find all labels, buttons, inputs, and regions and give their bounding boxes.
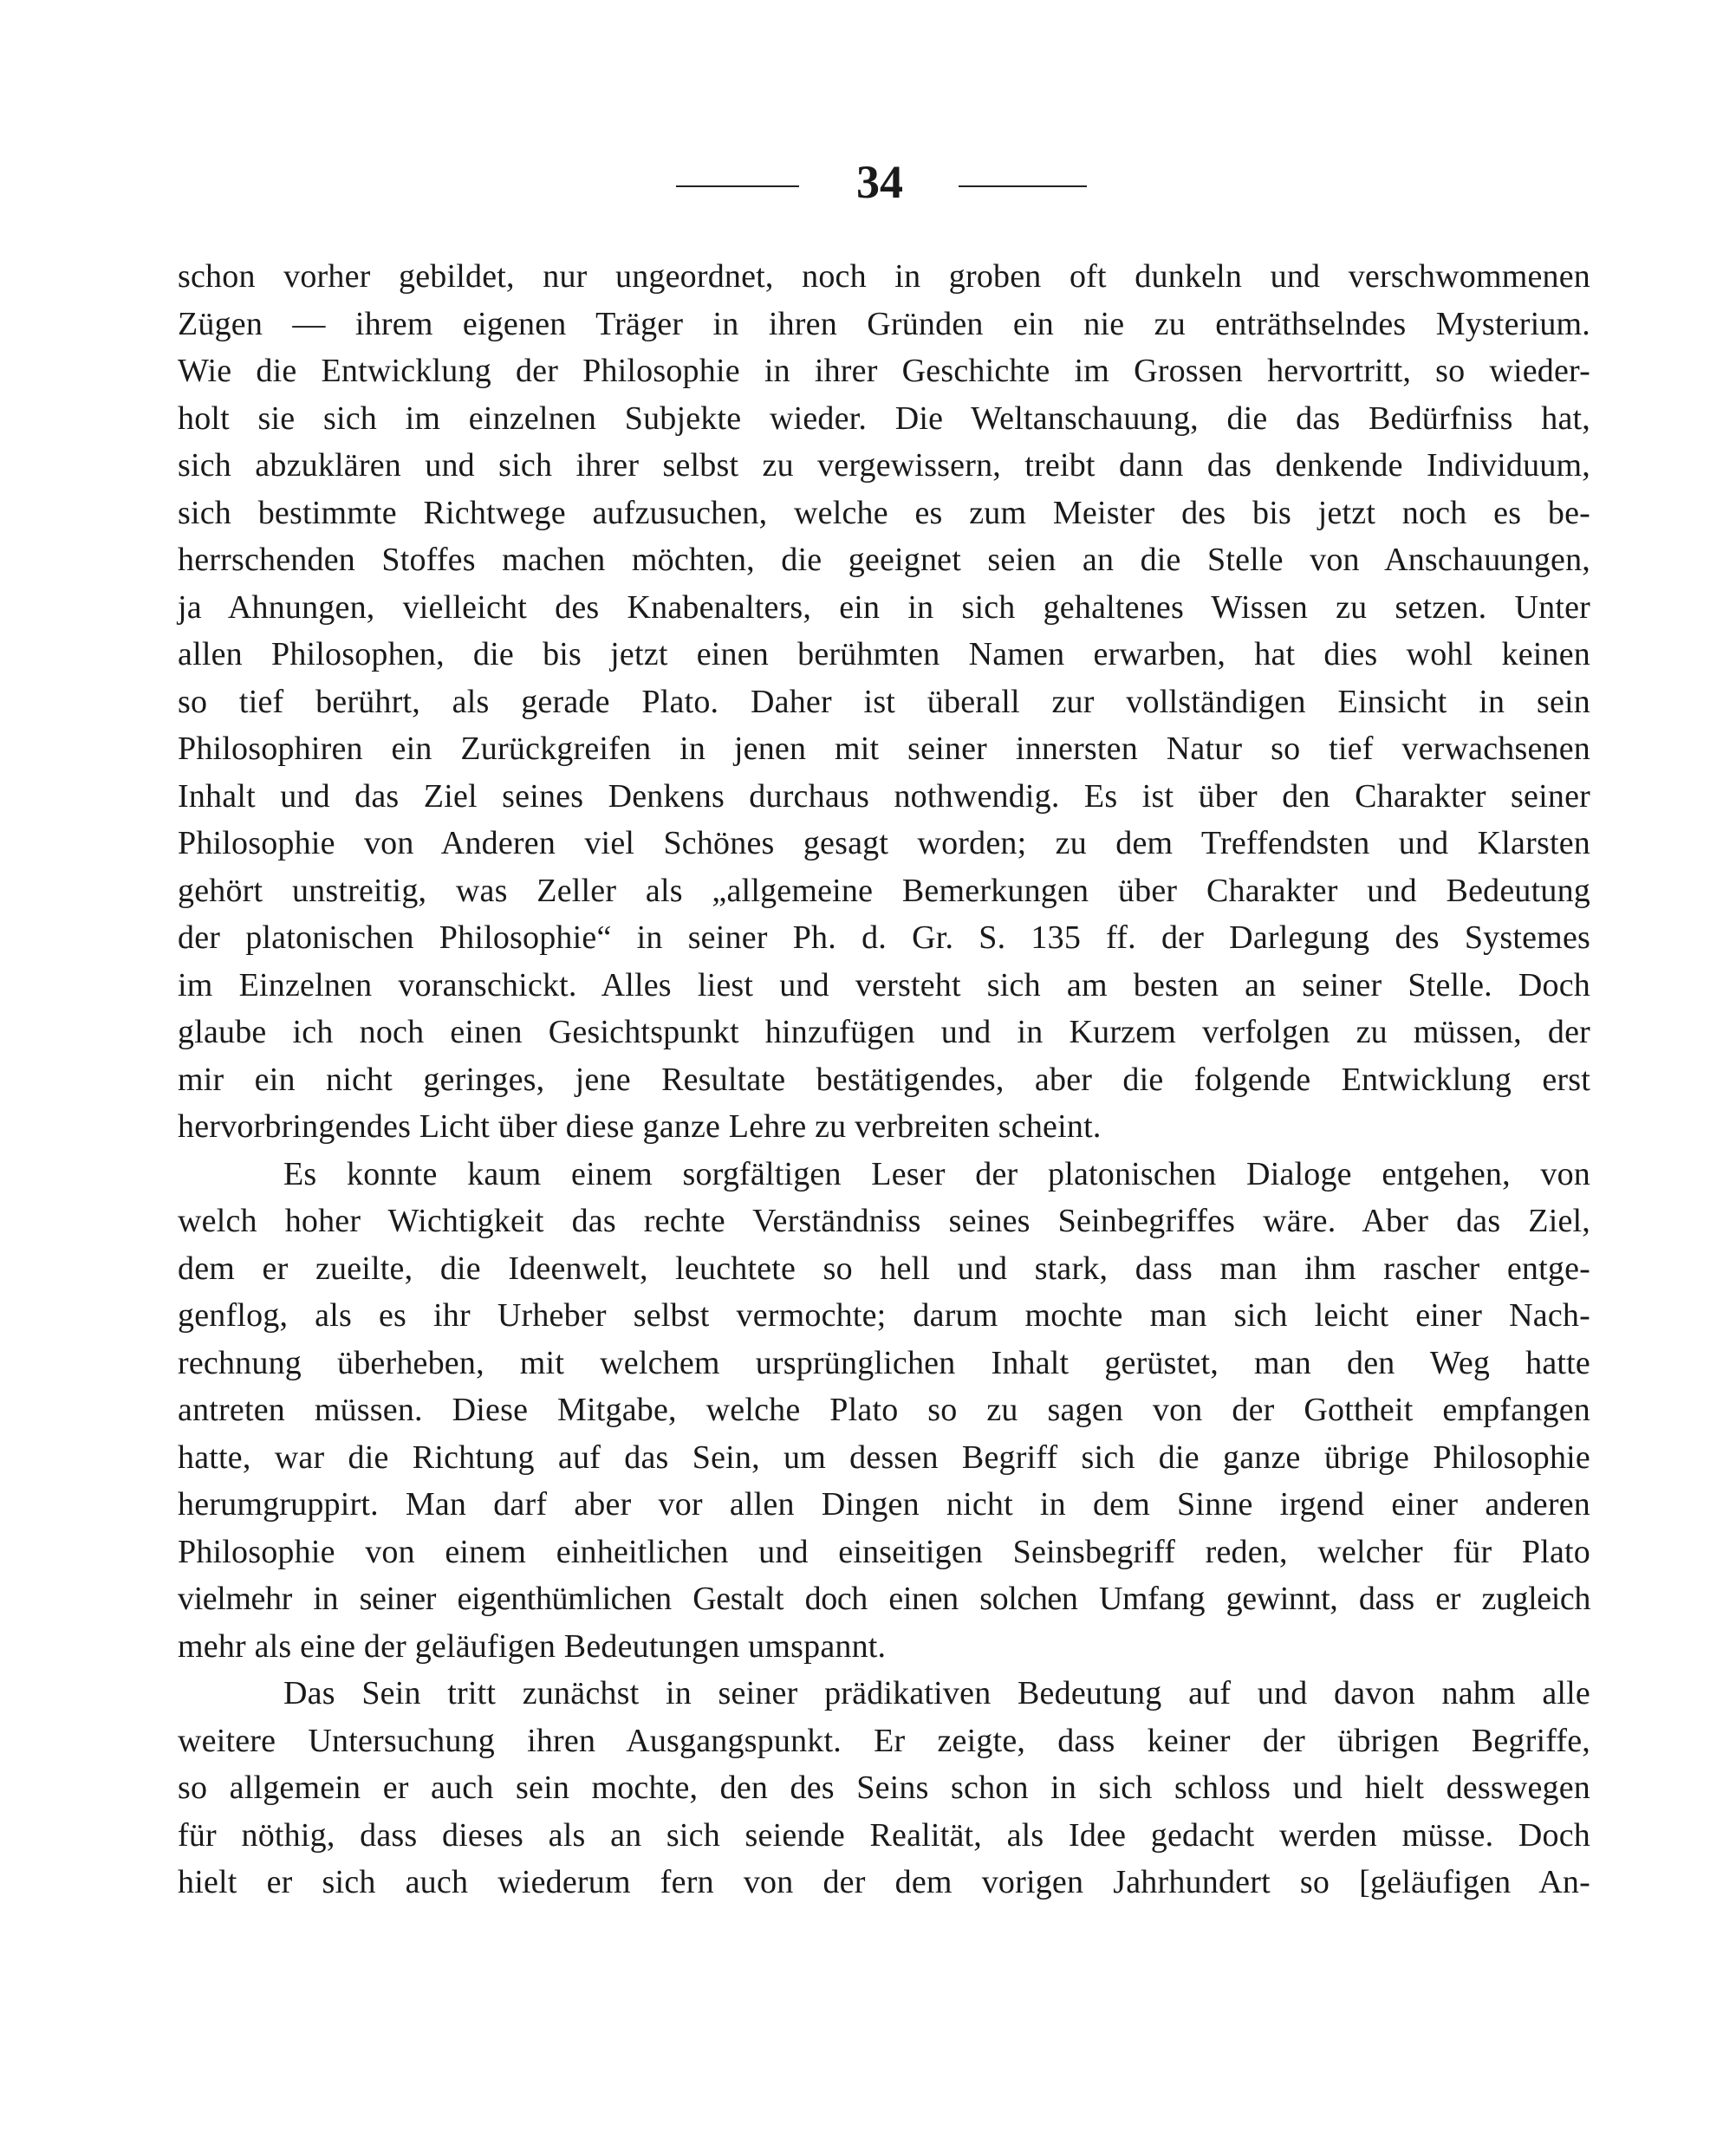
text-line: schon vorher gebildet, nur ungeordnet, noch in groben oft dunkeln und verschwommenen <box>178 258 1590 295</box>
text-line: der platonischen Philosophie“ in seiner Ph. d. Gr. S. 135 ff. der Darlegung des Systemes <box>178 919 1590 956</box>
text-line: vielmehr in seiner eigenthümlichen Gestalt doch einen solchen Umfang gewinnt, dass er zugleich <box>178 1581 1590 1617</box>
text-line: mir ein nicht geringes, jene Resultate bestätigendes, aber die folgende Entwicklung erst <box>178 1061 1590 1098</box>
text-line: sich abzuklären und sich ihrer selbst zu vergewissern, treibt dann das denkende Individuum, <box>178 447 1590 484</box>
page-number: 34 <box>856 156 903 208</box>
text-line: Es konnte kaum einem sorgfältigen Leser der platonischen Dialoge entgehen, von <box>283 1155 1590 1192</box>
text-line: holt sie sich im einzelnen Subjekte wieder. Die Weltanschauung, die das Bedürfniss hat, <box>178 399 1590 437</box>
text-line: Zügen — ihrem eigenen Träger in ihren Gründen ein nie zu enträthselndes Mysterium. <box>178 305 1590 342</box>
text-line: glaube ich noch einen Gesichtspunkt hinzufügen und in Kurzem verfolgen zu müssen, der <box>178 1014 1590 1050</box>
text-line: hatte, war die Richtung auf das Sein, um dessen Begriff sich die ganze übrige Philosophie <box>178 1438 1590 1476</box>
paragraph-3 <box>178 1670 1590 1906</box>
text-line: rechnung überheben, mit welchem ursprünglichen Inhalt gerüstet, man den Weg hatte <box>178 1344 1590 1381</box>
text-line: Philosophiren ein Zurückgreifen in jenen mit seiner innersten Natur so tief verwachsenen <box>178 731 1590 767</box>
header-rule-left <box>676 185 799 187</box>
text-line: weitere Untersuchung ihren Ausgangspunkt. Er zeigte, dass keiner der übrigen Begriffe, <box>178 1722 1590 1759</box>
text-line: dem er zueilte, die Ideenwelt, leuchtete so hell und stark, dass man ihm rascher entge- <box>178 1250 1590 1287</box>
text-line: Philosophie von einem einheitlichen und einseitigen Seinsbegriff reden, welcher für Plato <box>178 1533 1590 1570</box>
text-line: Das Sein tritt zunächst in seiner prädikativen Bedeutung auf und davon nahm alle <box>283 1675 1590 1711</box>
text-line: so allgemein er auch sein mochte, den des Seins schon in sich schloss und hielt desswegen <box>178 1770 1590 1806</box>
text-line: hielt er sich auch wiederum fern von der dem vorigen Jahrhundert so [geläufigen An- <box>178 1864 1590 1900</box>
text-line: ja Ahnungen, vielleicht des Knabenalters, ein in sich gehaltenes Wissen zu setzen. Unter <box>178 588 1590 626</box>
text-line: herrschenden Stoffes machen möchten, die geeignet seien an die Stelle von Anschauungen, <box>178 542 1590 578</box>
page-header <box>0 156 1723 217</box>
text-line: hervorbringendes Licht über diese ganze Lehre zu verbreiten scheint. <box>178 1108 1102 1145</box>
text-line: für nöthig, dass dieses als an sich seiende Realität, als Idee gedacht werden müsse. Doch <box>178 1816 1590 1854</box>
text-line: welch hoher Wichtigkeit das rechte Verständniss seines Seinbegriffes wäre. Aber das Ziel, <box>178 1203 1590 1239</box>
text-line: antreten müssen. Diese Mitgabe, welche Plato so zu sagen von der Gottheit empfangen <box>178 1392 1590 1428</box>
text-line: im Einzelnen voranschickt. Alles liest und versteht sich am besten an seiner Stelle. Doch <box>178 966 1590 1003</box>
text-line: allen Philosophen, die bis jetzt einen berühmten Namen erwarben, hat dies wohl keinen <box>178 636 1590 672</box>
text-line: gehört unstreitig, was Zeller als „allgemeine Bemerkungen über Charakter und Bedeutung <box>178 872 1590 909</box>
text-line: Wie die Entwicklung der Philosophie in ihrer Geschichte im Grossen hervortritt, so wieder- <box>178 353 1590 389</box>
header-rule-right <box>959 185 1087 187</box>
text-line: sich bestimmte Richtwege aufzusuchen, welche es zum Meister des bis jetzt noch es be- <box>178 494 1590 531</box>
text-line: mehr als eine der geläufigen Bedeutungen umspannt. <box>178 1627 887 1665</box>
body-text <box>178 253 1590 1906</box>
paragraph-1 <box>178 253 1590 1151</box>
text-line: genflog, als es ihr Urheber selbst vermochte; darum mochte man sich leicht einer Nach- <box>178 1297 1590 1334</box>
text-line: herumgruppirt. Man darf aber vor allen Dingen nicht in dem Sinne irgend einer anderen <box>178 1486 1590 1523</box>
text-line: Philosophie von Anderen viel Schönes gesagt worden; zu dem Treffendsten und Klarsten <box>178 825 1590 861</box>
paragraph-2 <box>178 1151 1590 1671</box>
text-line: so tief berührt, als gerade Plato. Daher ist überall zur vollständigen Einsicht in sein <box>178 683 1590 720</box>
text-line: Inhalt und das Ziel seines Denkens durchaus nothwendig. Es ist über den Charakter seiner <box>178 777 1590 815</box>
